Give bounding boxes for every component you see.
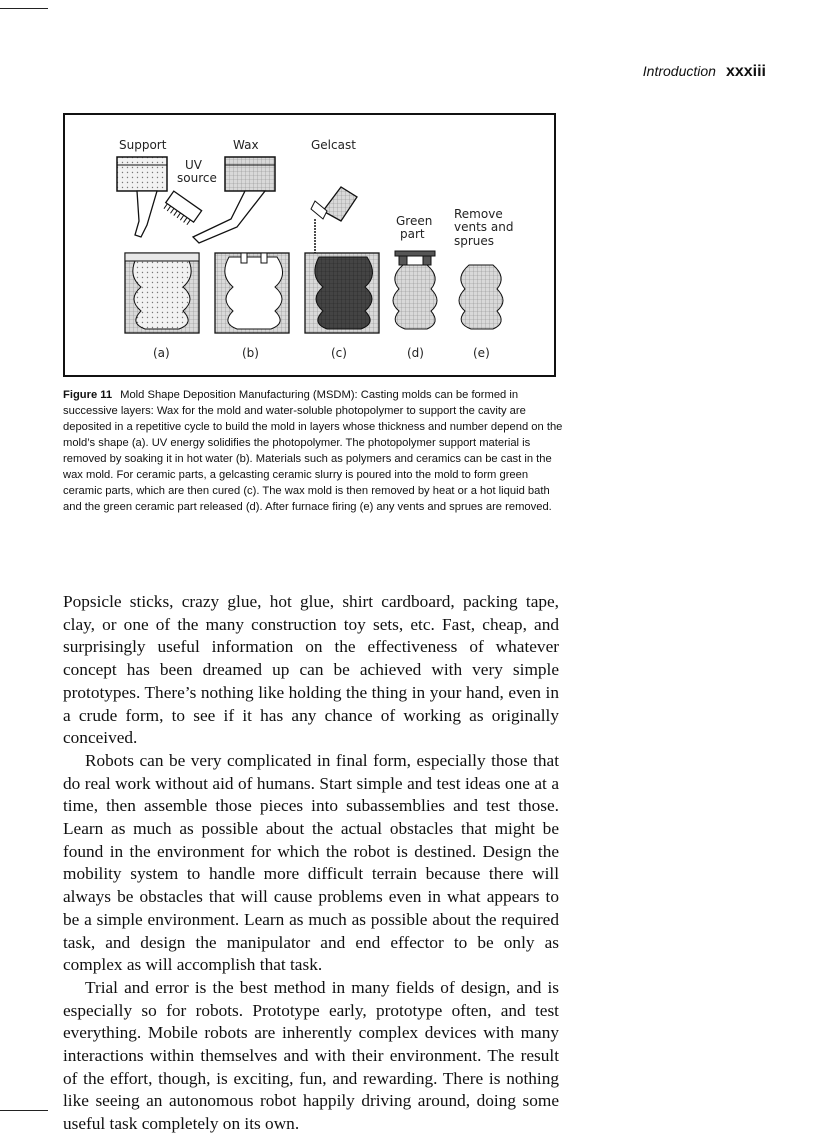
label-remove-2: vents and [454,220,514,234]
label-gelcast: Gelcast [311,138,356,152]
crop-mark-top-left [0,8,48,9]
panel-b-mold [215,253,289,333]
figure-caption-text: Mold Shape Deposition Manufacturing (MSDM): Casting molds can be formed in successive layers: Wax for the mold and water-soluble photopolymer to support the cavity are deposited in a repetitive cycle to build the mold in layers whose thickness and number depend on the mold’s shape (a). UV energy solidifies the photopolymer. The photopolymer support material is removed by soaking it in hot water (b). Materials such as polymers and ceramics can be cast in the wax mold. For ceramic parts, a gelcasting ceramic slurry is poured into the mold to form green ceramic parts, which are then cured (c). The wax mold is then removed by heat or a hot liquid bath and the green ceramic part released (d). After furnace firing (e) any vents and sprues are removed. [63,389,563,513]
label-remove-1: Remove [454,207,503,221]
figure-caption-label: Figure 11 [63,389,113,401]
panel-label-c: (c) [331,346,347,360]
panel-c-mold [305,253,379,333]
panel-d-green-part [393,251,437,329]
panel-label-d: (d) [407,346,424,360]
figure-caption [63,387,563,515]
panel-e-final-part [459,265,503,329]
msdm-illustration [65,115,558,379]
label-support: Support [119,138,167,152]
label-remove-3: sprues [454,234,495,248]
paragraph: Robots can be very complicated in final form, especially those that do real work without aid of humans. Start simple and test ideas one at a time, then assemble those pieces into subassemblies and test those. Learn as much as possible about the actual obstacles that might be found in the environment for which the robot is destined. Design the mobility system to handle more difficult terrain because there will always be obstacles that will cause problems even in what appears to be a simple environment. Learn as much as possible about the required task, and design the manipulator and end effector to be only as complex as will accomplish that task. [63,750,559,975]
gelcast-ladle [311,187,357,253]
label-uv-source-2: source [177,171,217,185]
panel-label-a: (a) [153,346,170,360]
body-text [63,591,559,1136]
uv-source-lamp [162,191,201,227]
label-wax: Wax [233,138,259,152]
panel-label-b: (b) [242,346,259,360]
crop-mark-bottom-left [0,1110,48,1111]
paragraph: Trial and error is the best method in many fields of design, and is especially so for robots. Prototype early, prototype often, and test everything. Mobile robots are inherently complex devices with many interactions within themselves and with their environment. The result of the effort, though, is exciting, fun, and rewarding. There is nothing like seeing an autonomous robot happily driving around, doing some useful task completely on its own. [63,977,559,1134]
page-number: xxxiii [725,63,766,80]
wax-dispenser [193,157,275,243]
panel-a-mold [125,253,199,333]
paragraph: Popsicle sticks, crazy glue, hot glue, shirt cardboard, packing tape, clay, or one of the many construction toy sets, etc. Fast, cheap, and surprisingly useful information on the effectiveness of whatever concept has been dreamed up can be achieved with very simple prototypes. There’s nothing like holding the thing in your hand, even in a crude form, to see if it has any chance of working as originally conceived. [63,592,559,748]
figure-11 [63,113,556,377]
support-dispenser [117,157,167,237]
label-green-part-2: part [400,227,425,241]
label-green-part-1: Green [396,214,433,228]
running-header [643,63,766,81]
section-title: Introduction [642,63,716,79]
panel-label-e: (e) [473,346,490,360]
label-uv-source-1: UV [185,158,202,172]
